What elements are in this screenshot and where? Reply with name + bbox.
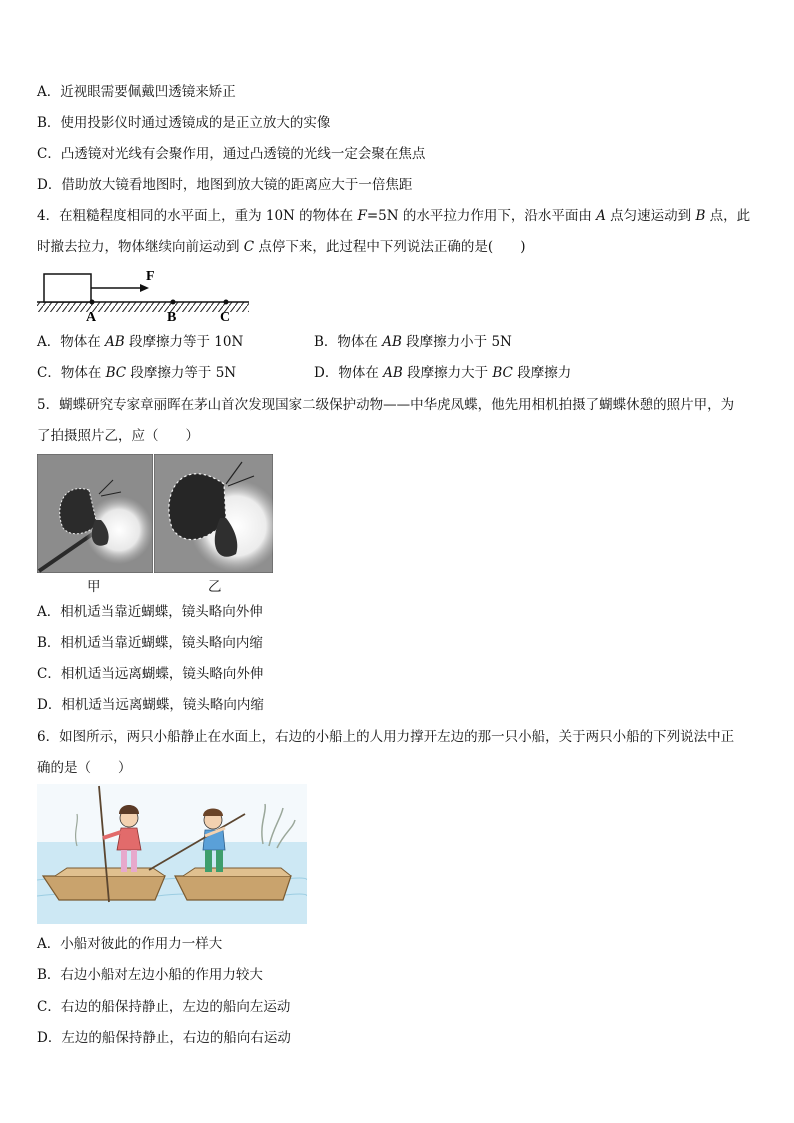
butterfly-photo-jia: [37, 454, 153, 573]
point-c-dot: [224, 300, 229, 305]
q5-option-a: A．相机适当靠近蝴蝶，镜头略向外伸: [37, 604, 263, 620]
q5-option-d: D．相机适当远离蝴蝶，镜头略向内缩: [37, 697, 264, 713]
q6-option-a: A．小船对彼此的作用力一样大: [37, 936, 223, 952]
point-c-label: C: [220, 310, 231, 322]
point-a-label: A: [86, 310, 97, 322]
point-b-label: B: [167, 310, 177, 322]
butterfly-photo-yi: [154, 454, 273, 573]
q6-stem-line2: 确的是（ ）: [37, 760, 132, 776]
q4-option-c: C．物体在 BC 段摩擦力等于 5N: [37, 365, 237, 381]
force-label: F: [146, 269, 155, 284]
q3-option-a: A．近视眼需要佩戴凹透镜来矫正: [37, 84, 236, 100]
block: [44, 274, 91, 302]
q4-stem-line2: 时撤去拉力，物体继续向前运动到 C 点停下来，此过程中下列说法正确的是( ): [37, 239, 526, 255]
caption-yi: 乙: [208, 579, 222, 595]
point-b-dot: [171, 300, 176, 305]
q3-option-d: D．借助放大镜看地图时，地图到放大镜的距离应大于一倍焦距: [37, 177, 413, 193]
q3-option-b: B．使用投影仪时通过透镜成的是正立放大的实像: [37, 115, 331, 131]
q4-force-diagram: [37, 266, 252, 322]
q6-option-d: D．左边的船保持静止，右边的船向右运动: [37, 1030, 291, 1046]
point-a-dot: [90, 300, 95, 305]
q3-option-c: C．凸透镜对光线有会聚作用，通过凸透镜的光线一定会聚在焦点: [37, 146, 426, 162]
force-arrowhead: [140, 284, 149, 292]
q4-stem-line1: 4．在粗糙程度相同的水平面上，重为 10N 的物体在 F=5N 的水平拉力作用下，沿水平面由 A 点匀速运动到 B 点，此: [37, 208, 751, 224]
ground-hatching: [37, 302, 249, 312]
q6-option-b: B．右边小船对左边小船的作用力较大: [37, 967, 263, 983]
q4-option-b: B．物体在 AB 段摩擦力小于 5N: [314, 334, 512, 350]
q6-option-c: C．右边的船保持静止，左边的船向左运动: [37, 999, 291, 1015]
q5-option-b: B．相机适当靠近蝴蝶，镜头略向内缩: [37, 635, 263, 651]
q4-option-d: D．物体在 AB 段摩擦力大于 BC 段摩擦力: [314, 365, 572, 381]
caption-jia: 甲: [87, 579, 101, 595]
two-boats-illustration: [37, 784, 307, 924]
q5-stem-line1: 5．蝴蝶研究专家章丽晖在茅山首次发现国家二级保护动物——中华虎凤蝶，他先用相机拍摄了蝴蝶休憩的照片甲，为: [37, 397, 735, 413]
q5-option-c: C．相机适当远离蝴蝶，镜头略向外伸: [37, 666, 264, 682]
q5-stem-line2: 了拍摄照片乙，应（ ）: [37, 428, 199, 444]
q6-stem-line1: 6．如图所示，两只小船静止在水面上，右边的小船上的人用力撑开左边的那一只小船，关于两只小船的下列说法中正: [37, 729, 735, 745]
q4-option-a: A．物体在 AB 段摩擦力等于 10N: [37, 334, 244, 350]
